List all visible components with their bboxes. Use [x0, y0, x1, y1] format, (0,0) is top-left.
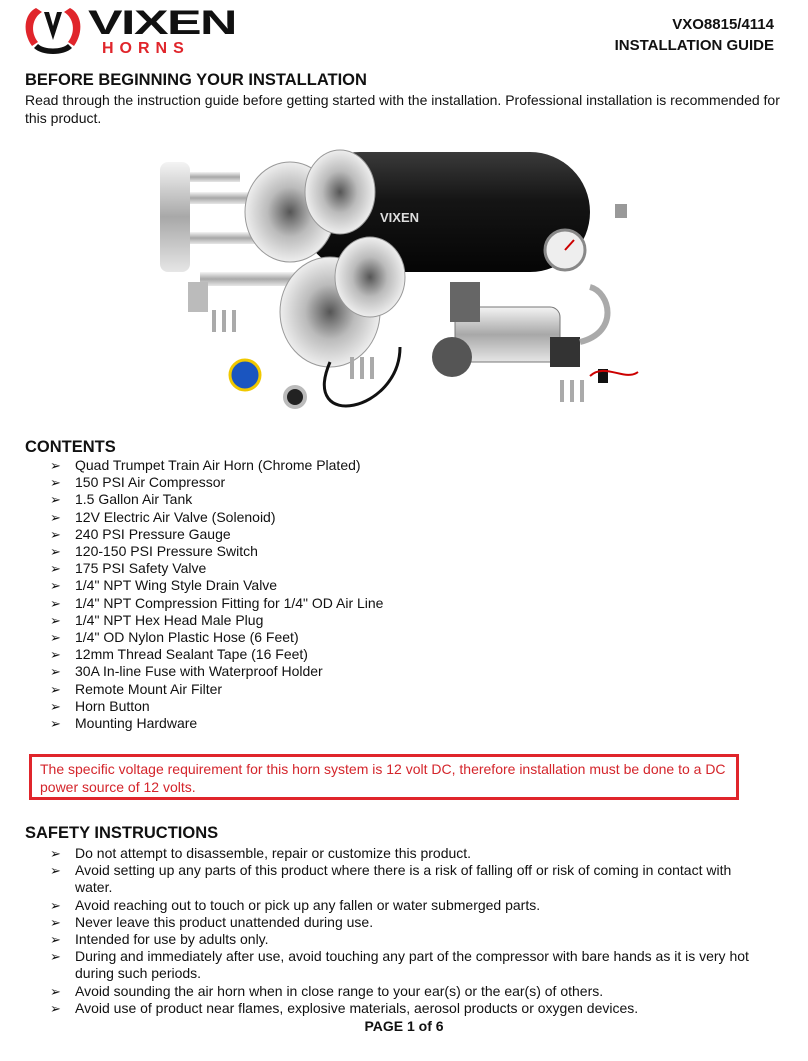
safety-item-text: Intended for use by adults only.	[75, 931, 269, 948]
arrow-bullet-icon: ➢	[50, 932, 61, 948]
arrow-bullet-icon: ➢	[50, 914, 61, 930]
safety-heading: SAFETY INSTRUCTIONS	[25, 824, 219, 842]
arrow-bullet-icon: ➢	[50, 595, 61, 611]
safety-item	[50, 862, 770, 896]
contents-item-text: Remote Mount Air Filter	[75, 680, 223, 697]
intro-text: Read through the instruction guide before getting started with the installation. Professional installation is recommended for this product.	[25, 92, 780, 126]
safety-item-text: Never leave this product unattended during use.	[75, 913, 374, 930]
safety-item	[50, 914, 770, 931]
arrow-bullet-icon: ➢	[50, 475, 61, 491]
horn-emblem-icon	[26, 8, 81, 54]
contents-item	[50, 663, 770, 680]
arrow-bullet-icon: ➢	[50, 526, 61, 542]
arrow-bullet-icon: ➢	[50, 897, 61, 913]
contents-item	[50, 646, 770, 663]
contents-item-text: 175 PSI Safety Valve	[75, 560, 207, 577]
contents-item-text: 1/4" NPT Wing Style Drain Valve	[75, 577, 278, 594]
safety-list	[50, 845, 770, 1017]
contents-item	[50, 698, 770, 715]
safety-item-text: During and immediately after use, avoid touching any part of the compressor with bare hands as it is very hot during such periods.	[75, 948, 749, 982]
contents-item-text: 1/4" NPT Hex Head Male Plug	[75, 611, 264, 628]
horn-button-icon	[285, 387, 305, 407]
voltage-warning-text: The specific voltage requirement for this horn system is 12 volt DC, therefore installation must be done to a DC power source of 12 volts.	[40, 761, 726, 795]
safety-item-text: Avoid use of product near flames, explosive materials, aerosol products or oxygen devices.	[75, 999, 639, 1016]
arrow-bullet-icon: ➢	[50, 716, 61, 732]
arrow-bullet-icon: ➢	[50, 846, 61, 861]
arrow-bullet-icon: ➢	[50, 544, 61, 560]
arrow-bullet-icon: ➢	[50, 983, 61, 999]
arrow-bullet-icon: ➢	[50, 949, 61, 965]
page-number: PAGE 1 of 6	[364, 1018, 444, 1034]
mounting-bracket	[188, 282, 208, 312]
safety-item	[50, 1000, 770, 1017]
arrow-bullet-icon: ➢	[50, 1000, 61, 1016]
arrow-bullet-icon: ➢	[50, 578, 61, 594]
arrow-bullet-icon: ➢	[50, 664, 61, 680]
contents-item	[50, 543, 770, 560]
contents-item-text: 12mm Thread Sealant Tape (16 Feet)	[75, 646, 308, 663]
document-header	[615, 14, 774, 56]
contents-list	[50, 457, 770, 732]
trumpet-horns	[160, 150, 405, 367]
contents-item	[50, 715, 770, 732]
air-compressor	[432, 282, 608, 377]
arrow-bullet-icon: ➢	[50, 509, 61, 525]
contents-item-text: 1/4" OD Nylon Plastic Hose (6 Feet)	[75, 629, 299, 646]
contents-item	[50, 474, 770, 491]
arrow-bullet-icon: ➢	[50, 863, 61, 879]
contents-item	[50, 526, 770, 543]
safety-item	[50, 931, 770, 948]
contents-heading: CONTENTS	[25, 438, 116, 456]
safety-item	[50, 897, 770, 914]
contents-item-text: Horn Button	[75, 697, 150, 714]
contents-item	[50, 560, 770, 577]
voltage-warning-box	[29, 754, 739, 800]
svg-text:VIXEN: VIXEN	[88, 4, 236, 42]
contents-item	[50, 612, 770, 629]
product-kit-image	[160, 132, 640, 432]
contents-item	[50, 509, 770, 526]
contents-item-text: 1/4" NPT Compression Fitting for 1/4" OD Air Line	[75, 594, 384, 611]
safety-item	[50, 845, 770, 862]
contents-item-text: 1.5 Gallon Air Tank	[75, 491, 193, 508]
model-code: VXO8815/4114	[672, 16, 774, 33]
contents-item-text: 12V Electric Air Valve (Solenoid)	[75, 508, 276, 525]
safety-item-text: Avoid sounding the air horn when in close range to your ear(s) or the ear(s) of others.	[75, 982, 604, 999]
svg-text:VIXEN: VIXEN	[380, 210, 420, 225]
before-heading: BEFORE BEGINNING YOUR INSTALLATION	[25, 71, 367, 89]
contents-item-text: 150 PSI Air Compressor	[75, 474, 226, 491]
contents-item-text: 30A In-line Fuse with Waterproof Holder	[75, 663, 323, 680]
sealant-tape-icon	[230, 360, 260, 390]
contents-item-text: 120-150 PSI Pressure Switch	[75, 543, 258, 560]
contents-item	[50, 629, 770, 646]
contents-item	[50, 681, 770, 698]
arrow-bullet-icon: ➢	[50, 561, 61, 577]
vixen-horns-logo	[22, 2, 242, 58]
arrow-bullet-icon: ➢	[50, 698, 61, 714]
guide-title: INSTALLATION GUIDE	[614, 37, 774, 54]
safety-item-text: Avoid setting up any parts of this product where there is a risk of falling off or risk of coming in contact with water.	[75, 862, 732, 896]
arrow-bullet-icon: ➢	[50, 630, 61, 646]
arrow-bullet-icon: ➢	[50, 647, 61, 663]
contents-item	[50, 595, 770, 612]
arrow-bullet-icon: ➢	[50, 492, 61, 508]
arrow-bullet-icon: ➢	[50, 612, 61, 628]
contents-item	[50, 491, 770, 508]
safety-item	[50, 948, 770, 982]
safety-item-text: Avoid reaching out to touch or pick up any fallen or water submerged parts.	[75, 896, 541, 913]
arrow-bullet-icon: ➢	[50, 681, 61, 697]
contents-item	[50, 577, 770, 594]
contents-item-text: Quad Trumpet Train Air Horn (Chrome Plated)	[75, 457, 361, 473]
svg-text:HORNS: HORNS	[102, 40, 190, 57]
safety-item-text: Do not attempt to disassemble, repair or customize this product.	[75, 845, 472, 861]
safety-item	[50, 983, 770, 1000]
contents-item-text: 240 PSI Pressure Gauge	[75, 525, 231, 542]
arrow-bullet-icon: ➢	[50, 458, 61, 473]
contents-item	[50, 457, 770, 474]
contents-item-text: Mounting Hardware	[75, 715, 198, 732]
